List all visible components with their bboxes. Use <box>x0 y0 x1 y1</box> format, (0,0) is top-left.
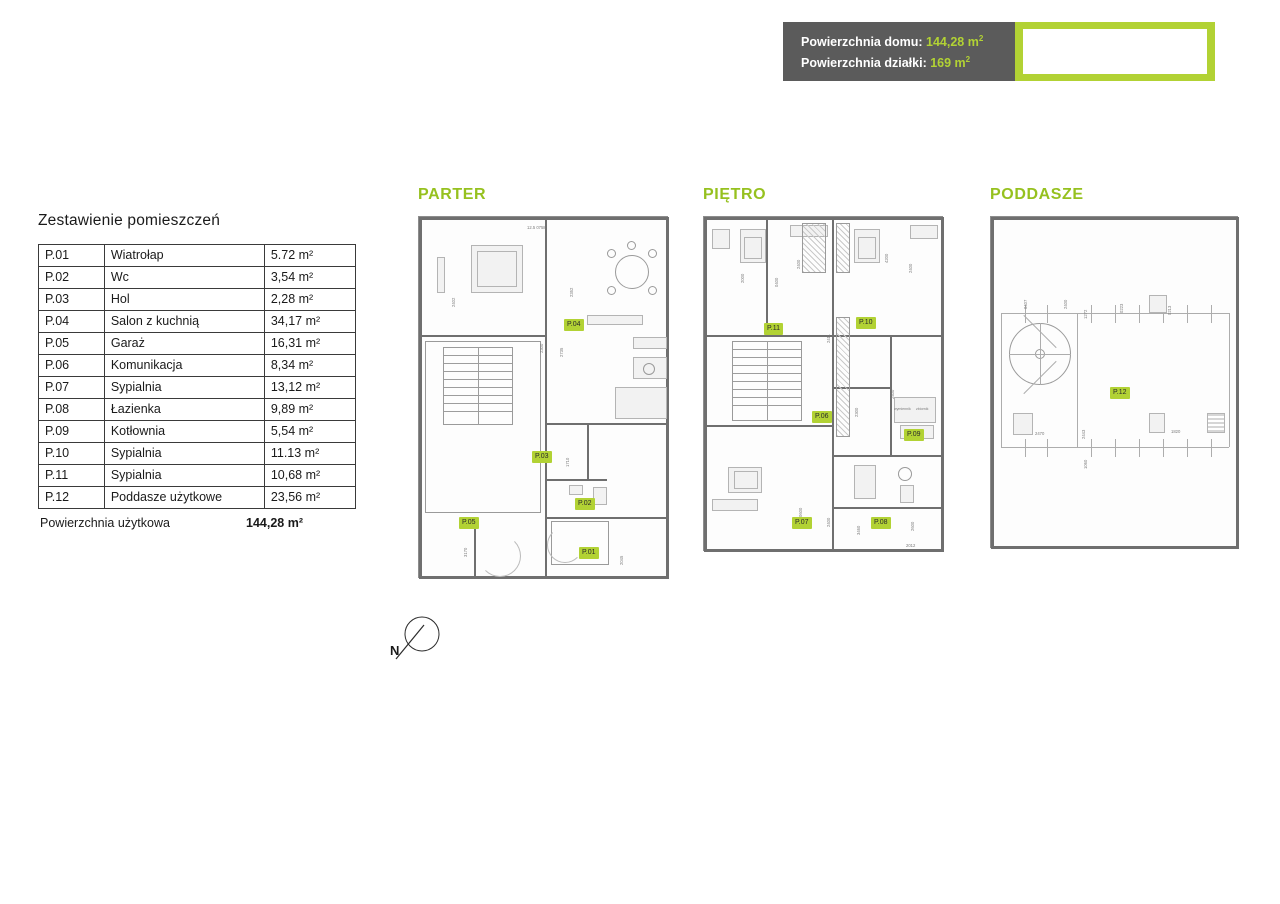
attic-opening-shape <box>1149 413 1165 433</box>
dimension-label: 0407 <box>1023 299 1028 309</box>
wall-right <box>941 217 944 552</box>
dimension-label: 0213 <box>1167 305 1172 315</box>
room-schedule-table <box>38 244 356 509</box>
room-tag-p10: P.10 <box>856 317 876 329</box>
wall-left <box>419 217 422 579</box>
shaft-hatch <box>836 223 850 273</box>
poddasze-plan-canvas <box>990 216 1238 548</box>
dimension-label: 2600 <box>910 521 915 531</box>
floor-title-parter: PARTER <box>418 186 487 203</box>
wall-bottom <box>991 546 1239 549</box>
attic-opening-shape <box>1013 413 1033 435</box>
door-swing-arc <box>547 527 583 563</box>
wall-top <box>419 217 669 220</box>
room-schedule <box>38 212 358 530</box>
dimension-label: 1710 <box>565 457 570 467</box>
room-area: 2,28 m² <box>264 289 355 311</box>
house-area-unit-sup: 2 <box>978 34 984 43</box>
room-code: P.04 <box>39 311 105 333</box>
shaft-hatch <box>802 223 826 273</box>
dimension-label: 0400 <box>774 277 779 287</box>
wall-interior-h1 <box>419 335 547 337</box>
dimension-label: 1060 <box>1083 459 1088 469</box>
compass-label: N <box>390 643 400 658</box>
room-tag-p06: P.06 <box>812 411 832 423</box>
room-tag-p02: P.02 <box>575 498 595 510</box>
floor-plan-pietro <box>703 186 943 551</box>
room-tag-p03: P.03 <box>532 451 552 463</box>
schedule-title: Zestawienie pomieszczeń <box>38 212 221 229</box>
dimension-label: 2400 <box>796 259 801 269</box>
dining-table-shape <box>615 255 649 289</box>
room-name: Hol <box>104 289 264 311</box>
room-name: Poddasze użytkowe <box>104 487 264 509</box>
chair-shape <box>607 249 616 258</box>
stair-centerline <box>478 347 479 425</box>
dimension-label: 2402 <box>451 297 456 307</box>
attic-grille-shape <box>1207 413 1225 433</box>
dimension-label: 3460 <box>856 525 861 535</box>
dimension-label: 2470 <box>1035 431 1045 436</box>
equipment-label: wymiennik <box>894 407 911 411</box>
room-area: 13,12 m² <box>264 377 355 399</box>
wall-interior-h3 <box>704 425 834 427</box>
wall-interior-h5 <box>834 455 944 457</box>
dimension-label: 2400 <box>826 517 831 527</box>
room-area: 10,68 m² <box>264 465 355 487</box>
washbasin-shape <box>569 485 583 495</box>
shaft-hatch <box>836 317 850 437</box>
wardrobe-shape <box>910 225 938 239</box>
washbasin-shape <box>898 467 912 481</box>
dimension-label: 0600 <box>798 507 803 517</box>
logo-placeholder-block <box>1015 22 1215 81</box>
room-code: P.01 <box>39 245 105 267</box>
room-code: P.09 <box>39 421 105 443</box>
dimension-label: 2300 <box>539 343 544 353</box>
pietro-plan-canvas <box>703 216 943 551</box>
table-row <box>39 311 356 333</box>
dimension-label: 2400 <box>890 389 895 399</box>
chair-shape <box>648 286 657 295</box>
room-tag-p05: P.05 <box>459 517 479 529</box>
toilet-shape <box>593 487 607 505</box>
house-area-line <box>801 30 1001 51</box>
house-area-label: Powierzchnia domu: <box>801 35 923 50</box>
room-area: 11.13 m² <box>264 443 355 465</box>
room-code: P.11 <box>39 465 105 487</box>
wall-interior-h2 <box>834 335 944 337</box>
tv-unit-shape <box>437 257 445 293</box>
kitchen-counter-shape <box>587 315 643 325</box>
plot-area-label: Powierzchnia działki: <box>801 56 927 71</box>
table-row <box>39 377 356 399</box>
logo-placeholder-inner <box>1023 29 1207 74</box>
table-row <box>39 399 356 421</box>
room-tag-p11: P.11 <box>764 323 783 335</box>
room-area: 23,56 m² <box>264 487 355 509</box>
equipment-label: zbiornik <box>916 407 929 411</box>
room-name: Sypialnia <box>104 443 264 465</box>
attic-opening-shape <box>1149 295 1167 313</box>
wall-interior-v1 <box>832 217 834 552</box>
table-row <box>39 245 356 267</box>
mattress-shape <box>858 237 876 259</box>
dimension-label: 2443 <box>1081 429 1086 439</box>
rafter-tick <box>1187 439 1188 457</box>
dimension-label: 2352 <box>569 287 574 297</box>
wall-interior-h4 <box>547 517 669 519</box>
wall-bottom <box>419 576 669 579</box>
shower-shape <box>854 465 876 499</box>
chair-shape <box>607 286 616 295</box>
room-code: P.07 <box>39 377 105 399</box>
stair-centerline <box>767 341 768 421</box>
rafter-tick <box>1115 439 1116 457</box>
room-tag-p04: P.04 <box>564 319 584 331</box>
room-tag-p09: P.09 <box>904 429 924 441</box>
room-name: Sypialnia <box>104 465 264 487</box>
door-swing-arc <box>479 535 521 577</box>
room-name: Wiatrołap <box>104 245 264 267</box>
room-name: Kotłownia <box>104 421 264 443</box>
rafter-tick <box>1187 305 1188 323</box>
wall-interior-v2 <box>587 423 589 481</box>
wall-left <box>991 217 994 549</box>
room-name: Sypialnia <box>104 377 264 399</box>
table-row <box>39 465 356 487</box>
area-summary-text-block <box>783 22 1015 81</box>
usable-area-value: 144,28 m² <box>246 516 303 530</box>
dimension-label: 2400 <box>908 263 913 273</box>
usable-area-label: Powierzchnia użytkowa <box>40 516 170 530</box>
wardrobe-shape <box>712 229 730 249</box>
rafter-tick <box>1047 305 1048 323</box>
mattress-shape <box>734 471 758 489</box>
compass-north <box>390 615 450 670</box>
wall-bottom <box>704 549 944 552</box>
room-tag-p08: P.08 <box>871 517 891 529</box>
sofa-cushion-shape <box>477 251 517 287</box>
plot-area-line <box>801 51 1001 72</box>
rafter-tick <box>1047 439 1048 457</box>
dimension-label: 2411 <box>826 333 831 343</box>
rafter-tick <box>1091 305 1092 323</box>
room-name: Komunikacja <box>104 355 264 377</box>
dimension-label: 0223 <box>1119 303 1124 313</box>
floor-plan-poddasze <box>990 186 1238 548</box>
parter-plan-canvas <box>418 216 668 578</box>
attic-line <box>1001 313 1002 447</box>
room-code: P.06 <box>39 355 105 377</box>
wall-top <box>991 217 1239 220</box>
wall-interior-v3 <box>766 217 768 335</box>
spiral-stair-riser <box>1009 354 1071 355</box>
mattress-shape <box>744 237 762 259</box>
rafter-tick <box>1025 439 1026 457</box>
wall-interior-v1 <box>545 217 547 579</box>
room-area: 5,54 m² <box>264 421 355 443</box>
table-row <box>39 487 356 509</box>
room-area: 3,54 m² <box>264 267 355 289</box>
dimension-label: 2735 <box>559 347 564 357</box>
room-area: 5.72 m² <box>264 245 355 267</box>
rafter-tick <box>1091 439 1092 457</box>
dimension-label: 4200 <box>884 253 889 263</box>
room-tag-p12: P.12 <box>1110 387 1130 399</box>
wall-interior-h6 <box>834 507 944 509</box>
room-code: P.02 <box>39 267 105 289</box>
table-row <box>39 355 356 377</box>
dimension-label: 2012 <box>906 543 916 548</box>
hob-burner-shape <box>643 363 655 375</box>
wall-interior-h1 <box>704 335 834 337</box>
dimension-label: 2000 <box>740 273 745 283</box>
kitchen-counter-shape <box>633 337 667 349</box>
rafter-tick <box>1211 439 1212 457</box>
attic-line <box>1229 313 1230 447</box>
wall-right <box>1236 217 1239 549</box>
wall-interior-h2 <box>547 423 669 425</box>
chair-shape <box>627 241 636 250</box>
room-name: Salon z kuchnią <box>104 311 264 333</box>
floor-title-poddasze: PODDASZE <box>990 186 1084 203</box>
room-name: Łazienka <box>104 399 264 421</box>
rafter-tick <box>1139 305 1140 323</box>
attic-line <box>1077 313 1078 447</box>
room-area: 8,34 m² <box>264 355 355 377</box>
room-area: 16,31 m² <box>264 333 355 355</box>
usable-area-total <box>38 516 358 530</box>
table-row <box>39 289 356 311</box>
dimension-label: 3170 <box>463 547 468 557</box>
rafter-tick <box>1211 305 1212 323</box>
floor-plan-parter <box>418 186 668 578</box>
room-tag-p07: P.07 <box>792 517 812 529</box>
table-row <box>39 421 356 443</box>
dimension-label: 12.5 0758 <box>527 225 546 230</box>
chair-shape <box>648 249 657 258</box>
table-row <box>39 267 356 289</box>
plot-area-value: 169 m <box>930 56 966 71</box>
room-name: Garaż <box>104 333 264 355</box>
room-area: 9,89 m² <box>264 399 355 421</box>
kitchen-island-shape <box>615 387 667 419</box>
toilet-shape <box>900 485 914 503</box>
rafter-tick <box>1139 439 1140 457</box>
rafter-tick <box>1115 305 1116 323</box>
wall-top <box>704 217 944 220</box>
wall-left <box>704 217 707 552</box>
room-code: P.10 <box>39 443 105 465</box>
room-area: 34,17 m² <box>264 311 355 333</box>
plot-area-unit-sup: 2 <box>965 55 971 65</box>
rafter-tick <box>1163 439 1164 457</box>
room-code: P.03 <box>39 289 105 311</box>
dimension-label: 2300 <box>854 407 859 417</box>
wall-interior-h3 <box>547 479 607 481</box>
room-tag-p01: P.01 <box>579 547 599 559</box>
dimension-label: 1272 <box>1083 309 1088 319</box>
wardrobe-shape <box>712 499 758 511</box>
room-code: P.08 <box>39 399 105 421</box>
floor-title-pietro: PIĘTRO <box>703 186 767 203</box>
table-row <box>39 333 356 355</box>
dimension-label: 1820 <box>1171 429 1181 434</box>
house-area-value: 144,28 m <box>926 35 979 50</box>
area-summary-badge <box>783 22 1215 81</box>
room-code: P.05 <box>39 333 105 355</box>
table-row <box>39 443 356 465</box>
dimension-label: 2045 <box>619 555 624 565</box>
room-name: Wc <box>104 267 264 289</box>
dimension-label: 2400 <box>1063 299 1068 309</box>
room-code: P.12 <box>39 487 105 509</box>
